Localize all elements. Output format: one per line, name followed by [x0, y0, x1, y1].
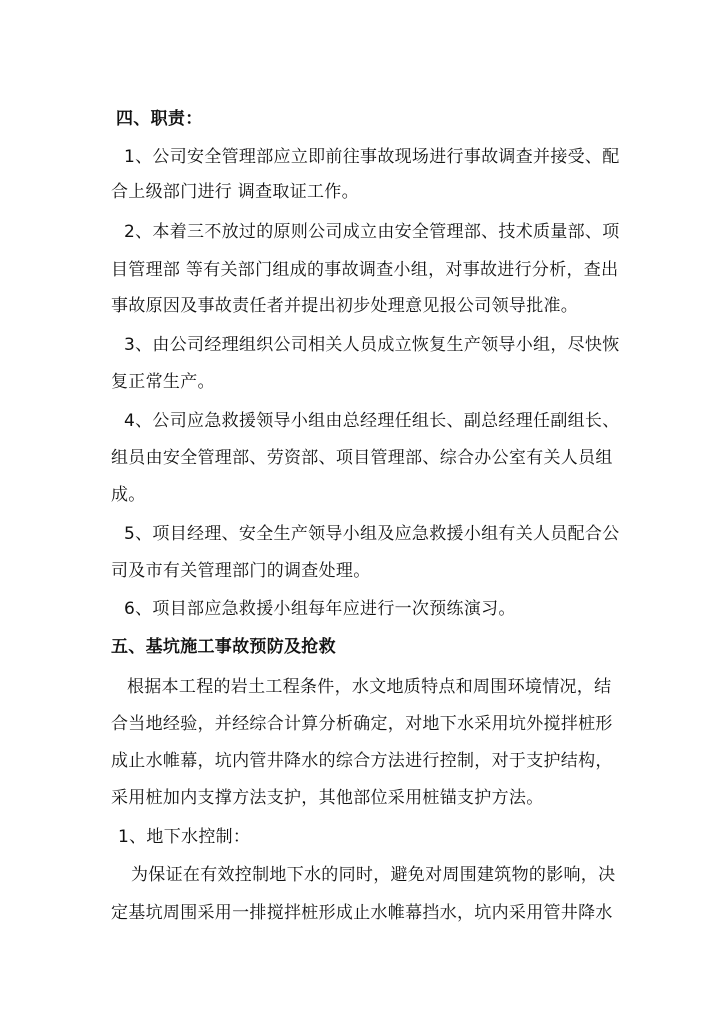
- paragraph-line: 采用桩加内支撑方法支护，其他部位采用桩锚支护方法。: [111, 788, 544, 808]
- paragraph-line: 合当地经验，并经综合计算分析确定，对地下水采用坑外搅拌桩形: [111, 714, 613, 734]
- paragraph-line: 目管理部 等有关部门组成的事故调查小组，对事故进行分析，查出: [111, 260, 619, 280]
- paragraph-line: 组员由安全管理部、劳资部、项目管理部、综合办公室有关人员组: [111, 448, 613, 468]
- paragraph-line: 4、公司应急救援领导小组由总经理任组长、副总经理任副组长、: [124, 411, 620, 431]
- paragraph-line: 6、项目部应急救援小组每年应进行一次预练演习。: [124, 599, 516, 619]
- paragraph-line: 复正常生产。: [111, 372, 215, 392]
- paragraph-line: 1、公司安全管理部应立即前往事故现场进行事故调查并接受、配: [124, 147, 620, 167]
- paragraph-line: 成止水帷幕，坑内管井降水的综合方法进行控制，对于支护结构，: [111, 751, 613, 771]
- paragraph-line: 根据本工程的岩土工程条件，水文地质特点和周围环境情况，结: [127, 677, 612, 697]
- paragraph-line: 5、项目经理、安全生产领导小组及应急救援小组有关人员配合公: [124, 524, 620, 544]
- paragraph-line: 2、本着三不放过的原则公司成立由安全管理部、技术质量部、项: [124, 222, 620, 242]
- paragraph-line: 定基坑周围采用一排搅拌桩形成止水帷幕挡水，坑内采用管井降水: [111, 903, 613, 923]
- section-4-heading: 四、职责：: [116, 109, 203, 129]
- paragraph-line: 合上级部门进行 调查取证工作。: [111, 182, 359, 202]
- section-5-heading: 五、基坑施工事故预防及抢救: [111, 637, 336, 657]
- paragraph-line: 3、由公司经理组织公司相关人员成立恢复生产领导小组，尽快恢: [124, 335, 620, 355]
- paragraph-line: 1、地下水控制：: [118, 827, 251, 847]
- paragraph-line: 为保证在有效控制地下水的同时，避免对周围建筑物的影响，决: [131, 865, 616, 885]
- paragraph-line: 事故原因及事故责任者并提出初步处理意见报公司领导批准。: [111, 296, 579, 316]
- paragraph-line: 成。: [111, 485, 146, 505]
- paragraph-line: 司及市有关管理部门的调查处理。: [111, 561, 371, 581]
